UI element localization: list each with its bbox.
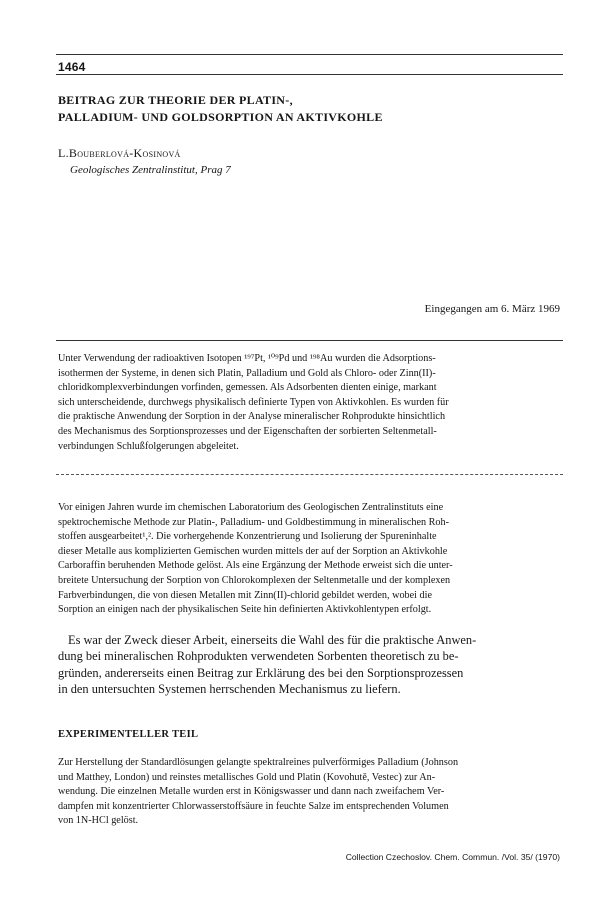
abstract-line: Unter Verwendung der radioaktiven Isotopen ¹⁹⁷Pt, ¹⁰⁹Pd und ¹⁹⁸Au wurden die Adsorptions- — [58, 353, 436, 364]
title-line: PALLADIUM- UND GOLDSORPTION AN AKTIVKOHLE — [58, 110, 383, 124]
author-name: L.Bouberlová-Kosinová — [58, 146, 181, 160]
aim-paragraph — [58, 632, 566, 698]
intro-line: breitete Untersuchung der Sorption von Chlorokomplexen der Seltenmetalle und der komplexen — [58, 574, 451, 586]
abstract-line: sich unterscheidende, durchwegs physikalisch definierte Typen von Aktivkohlen. Es wurden für — [58, 396, 449, 408]
header-rule-bottom — [56, 74, 563, 75]
intro-line: Vor einigen Jahren wurde im chemischen Laboratorium des Geologischen Zentralinstituts eine — [58, 502, 444, 513]
abstract-line: isothermen der Systeme, in denen sich Platin, Palladium und Gold als Chloro- oder Zinn(II)- — [58, 367, 436, 379]
experimental-line: und Matthey, London) und reinstes metallisches Gold und Platin (Kovohutě, Vestec) zur An- — [58, 771, 436, 783]
experimental-paragraph — [58, 756, 566, 829]
section-heading: EXPERIMENTELLER TEIL — [58, 729, 199, 740]
abstract-line: die praktische Anwendung der Sorption in der Analyse mineralischer Rohprodukte hinsichtlich — [58, 411, 446, 423]
intro-line: dieser Metalle aus komplizierten Gemischen wurden mittels der auf der Sorption an Aktivkohle — [58, 545, 448, 557]
experimental-line: dampfen mit konzentrierter Chlorwasserstoffsäure in feuchte Salze im entsprechenden Volumen — [58, 800, 449, 812]
aim-line: Es war der Zweck dieser Arbeit, einerseits die Wahl des für die praktische Anwen- — [68, 633, 477, 647]
article-title — [58, 92, 558, 126]
intro-line: Farbverbindungen, die von diesen Metallen mit Zinn(II)-chlorid gebildet werden, wobei die — [58, 589, 432, 601]
abstract-line: chloridkomplexverbindungen vorfinden, gemessen. Als Adsorbenten dienten einige, markant — [58, 382, 437, 394]
experimental-line: wendung. Die einzelnen Metalle wurden erst in Königswasser und dann nach zweifachem Ver- — [58, 786, 445, 798]
header-rule — [56, 54, 563, 55]
page-number: 1464 — [58, 60, 86, 74]
experimental-line: von 1N-HCl gelöst. — [58, 815, 139, 827]
abstract — [58, 352, 566, 454]
experimental-line: Zur Herstellung der Standardlösungen gelangte spektralreines pulverförmiges Palladium (Johnson — [58, 757, 459, 768]
title-line: BEITRAG ZUR THEORIE DER PLATIN-, — [58, 93, 293, 107]
intro-paragraph — [58, 501, 566, 618]
intro-line: stoffen ausgearbeitet¹,². Die vorhergehende Konzentrierung und Isolierung der Spureninhalte — [58, 531, 437, 543]
intro-line: Sorption an einigen nach der physikalischen Seite hin definierten Aktivkohlentypen erfolgt. — [58, 604, 432, 616]
abstract-top-rule — [56, 340, 563, 341]
intro-line: Carboraffin beruhenden Methode gelöst. Als eine Ergänzung der Methode erweist sich die unter- — [58, 560, 453, 572]
received-date: Eingegangen am 6. März 1969 — [424, 303, 560, 315]
author-affiliation: Geologisches Zentralinstitut, Prag 7 — [70, 164, 231, 176]
aim-line: dung bei mineralischen Rohprodukten verwendeten Sorbenten theoretisch zu be- — [58, 649, 459, 664]
aim-line: gründen, andererseits einen Beitrag zur Erklärung des bei den Sorptionsprozessen — [58, 665, 464, 680]
intro-line: spektrochemische Methode zur Platin-, Palladium- und Goldbestimmung in mineralischen Roh- — [58, 516, 450, 528]
abstract-bottom-rule — [56, 474, 563, 475]
abstract-line: des Mechanismus des Sorptionsprozesses und der Eigenschaften der sorbierten Seltenmetall- — [58, 425, 437, 437]
aim-line: in den untersuchten Systemen herrschenden Mechanismus zu liefern. — [58, 682, 401, 697]
journal-citation: Collection Czechoslov. Chem. Commun. /Vol. 35/ (1970) — [345, 852, 560, 862]
abstract-line: verbindungen Schlußfolgerungen abgeleitet. — [58, 440, 239, 452]
